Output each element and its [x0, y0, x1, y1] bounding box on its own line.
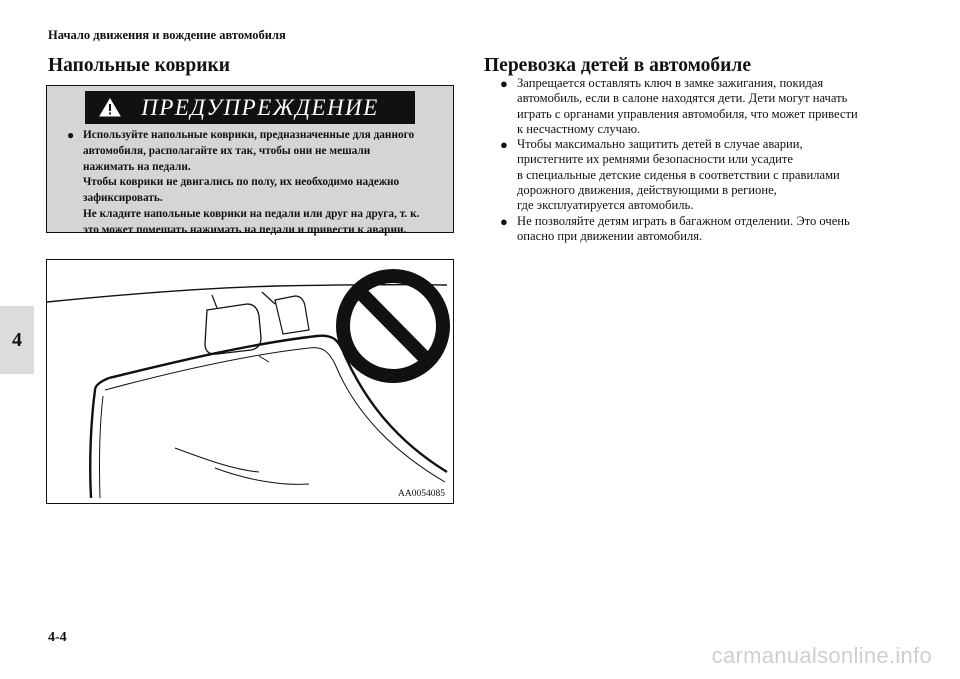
figure-code: AA0054085 — [398, 489, 445, 499]
bullet-icon: ● — [67, 128, 75, 142]
list-line: Чтобы максимально защитить детей в случае аварии, — [517, 137, 803, 152]
child-safety-list — [500, 76, 920, 244]
section-title-children: Перевозка детей в автомобиле — [484, 55, 751, 76]
list-item — [500, 76, 920, 137]
list-item — [500, 137, 920, 213]
floor-mat-drawing — [47, 260, 452, 502]
warning-line: Чтобы коврики не двигались по полу, их необходимо надежно — [83, 176, 400, 189]
bullet-icon: ● — [500, 137, 508, 153]
page-number: 4-4 — [48, 630, 67, 645]
running-head: Начало движения и вождение автомобиля — [48, 28, 286, 42]
warning-line: зафиксировать. — [83, 192, 163, 205]
prohibition-icon — [343, 276, 443, 376]
list-line: автомобиль, если в салоне находятся дети. Дети могут начать — [517, 91, 848, 106]
list-line: играть с органами управления автомобиля, что может привести — [517, 106, 858, 121]
list-line: к несчастному случаю. — [517, 121, 641, 136]
section-title-floor-mats: Напольные коврики — [48, 55, 230, 76]
list-line: в специальные детские сиденья в соответствии с правилами — [517, 167, 840, 182]
bullet-icon: ● — [500, 76, 508, 91]
warning-title: ПРЕДУПРЕЖДЕНИЕ — [141, 94, 379, 120]
floor-mat-illustration — [46, 259, 454, 504]
watermark: carmanualsonline.info — [711, 643, 932, 668]
list-line: где эксплуатируется автомобиль. — [517, 198, 694, 213]
list-line: пристегните их ремнями безопасности или усадите — [517, 152, 793, 167]
list-line: Запрещается оставлять ключ в замке зажигания, покидая — [517, 76, 824, 90]
warning-line: Не кладите напольные коврики на педали или друг на друга, т. к. — [83, 207, 420, 220]
warning-line: это может помешать нажимать на педали и привести к аварии. — [83, 223, 407, 236]
chapter-number: 4 — [12, 328, 22, 351]
warning-line: нажимать на педали. — [83, 160, 191, 173]
warning-text — [67, 128, 447, 239]
warning-line: Используйте напольные коврики, предназначенные для данного — [83, 129, 415, 141]
list-item — [500, 214, 920, 245]
list-line: Не позволяйте детям играть в багажном отделении. Это очень — [517, 213, 850, 228]
chapter-tab — [0, 306, 34, 374]
bullet-icon: ● — [500, 213, 508, 229]
warning-box — [46, 85, 454, 236]
warning-triangle-icon — [99, 98, 121, 122]
list-line: дорожного движения, действующими в регионе, — [517, 183, 777, 198]
warning-header — [85, 91, 415, 124]
list-line: опасно при движении автомобиля. — [517, 228, 703, 243]
warning-line: автомобиля, располагайте их так, чтобы они не мешали — [83, 144, 371, 157]
